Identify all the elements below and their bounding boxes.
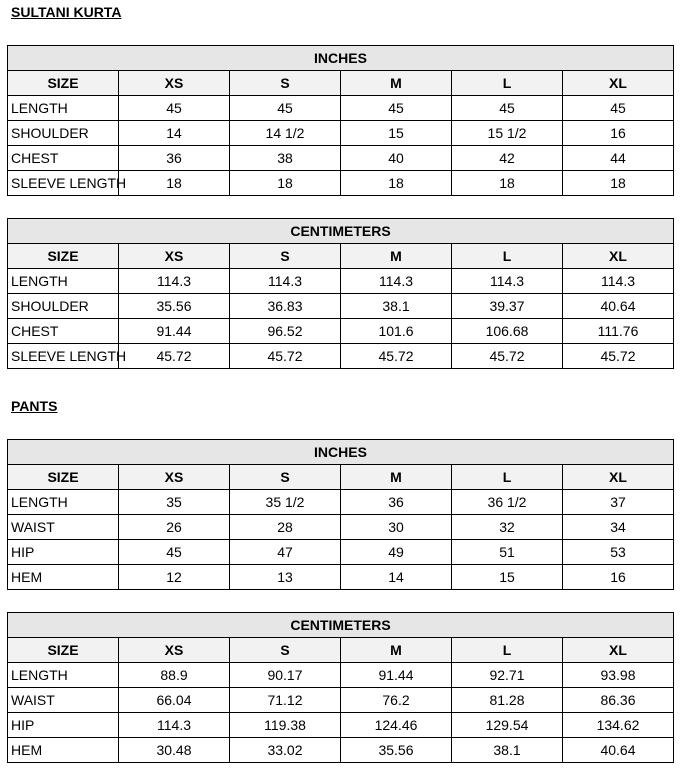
measurement-label: CHEST bbox=[8, 319, 119, 344]
measurement-value: 36 bbox=[119, 146, 230, 171]
table-row bbox=[8, 565, 674, 590]
measurement-value: 14 bbox=[119, 121, 230, 146]
kurta-inches-table bbox=[7, 45, 674, 196]
measurement-value: 114.3 bbox=[119, 269, 230, 294]
measurement-label: HIP bbox=[8, 540, 119, 565]
table-row bbox=[8, 344, 674, 369]
measurement-value: 106.68 bbox=[452, 319, 563, 344]
measurement-value: 45.72 bbox=[341, 344, 452, 369]
measurement-value: 40.64 bbox=[563, 294, 674, 319]
measurement-value: 45 bbox=[230, 96, 341, 121]
size-header-cell: XL bbox=[563, 465, 674, 490]
table-unit-heading: CENTIMETERS bbox=[8, 219, 674, 244]
measurement-value: 119.38 bbox=[230, 713, 341, 738]
measurement-value: 49 bbox=[341, 540, 452, 565]
kurta-section-title: SULTANI KURTA bbox=[11, 4, 122, 20]
measurement-value: 28 bbox=[230, 515, 341, 540]
measurement-label: LENGTH bbox=[8, 663, 119, 688]
measurement-label: HIP bbox=[8, 713, 119, 738]
measurement-value: 12 bbox=[119, 565, 230, 590]
measurement-value: 88.9 bbox=[119, 663, 230, 688]
size-header-row bbox=[8, 71, 674, 96]
measurement-value: 45 bbox=[452, 96, 563, 121]
measurement-value: 76.2 bbox=[341, 688, 452, 713]
table-unit-heading: INCHES bbox=[8, 440, 674, 465]
size-header-row bbox=[8, 465, 674, 490]
measurement-label: SLEEVE LENGTH bbox=[8, 344, 119, 369]
measurement-value: 15 1/2 bbox=[452, 121, 563, 146]
measurement-value: 45 bbox=[563, 96, 674, 121]
measurement-value: 35.56 bbox=[119, 294, 230, 319]
size-header-cell: XL bbox=[563, 244, 674, 269]
table-row bbox=[8, 663, 674, 688]
measurement-label: CHEST bbox=[8, 146, 119, 171]
size-header-cell: L bbox=[452, 638, 563, 663]
measurement-value: 37 bbox=[563, 490, 674, 515]
measurement-value: 45 bbox=[341, 96, 452, 121]
measurement-label: SHOULDER bbox=[8, 121, 119, 146]
measurement-label: HEM bbox=[8, 738, 119, 763]
size-header-cell: M bbox=[341, 71, 452, 96]
pants-inches-table bbox=[7, 439, 674, 590]
measurement-value: 42 bbox=[452, 146, 563, 171]
measurement-value: 45.72 bbox=[563, 344, 674, 369]
measurement-value: 30.48 bbox=[119, 738, 230, 763]
table-row bbox=[8, 515, 674, 540]
measurement-value: 129.54 bbox=[452, 713, 563, 738]
measurement-value: 18 bbox=[230, 171, 341, 196]
measurement-value: 45 bbox=[119, 96, 230, 121]
measurement-value: 111.76 bbox=[563, 319, 674, 344]
measurement-value: 101.6 bbox=[341, 319, 452, 344]
measurement-value: 91.44 bbox=[341, 663, 452, 688]
measurement-value: 40 bbox=[341, 146, 452, 171]
table-row bbox=[8, 121, 674, 146]
measurement-value: 96.52 bbox=[230, 319, 341, 344]
table-row bbox=[8, 146, 674, 171]
size-header-cell: S bbox=[230, 71, 341, 96]
table-row bbox=[8, 688, 674, 713]
measurement-value: 34 bbox=[563, 515, 674, 540]
measurement-value: 71.12 bbox=[230, 688, 341, 713]
table-row bbox=[8, 540, 674, 565]
size-header-cell: S bbox=[230, 465, 341, 490]
measurement-value: 45 bbox=[119, 540, 230, 565]
table-row bbox=[8, 294, 674, 319]
measurement-value: 18 bbox=[341, 171, 452, 196]
measurement-value: 14 bbox=[341, 565, 452, 590]
measurement-value: 40.64 bbox=[563, 738, 674, 763]
measurement-label: SHOULDER bbox=[8, 294, 119, 319]
measurement-value: 114.3 bbox=[119, 713, 230, 738]
measurement-label: LENGTH bbox=[8, 269, 119, 294]
size-header-cell: M bbox=[341, 244, 452, 269]
measurement-value: 16 bbox=[563, 565, 674, 590]
size-header-cell: L bbox=[452, 71, 563, 96]
measurement-value: 44 bbox=[563, 146, 674, 171]
measurement-value: 33.02 bbox=[230, 738, 341, 763]
size-header-cell: XL bbox=[563, 71, 674, 96]
measurement-value: 18 bbox=[119, 171, 230, 196]
table-row bbox=[8, 96, 674, 121]
measurement-value: 81.28 bbox=[452, 688, 563, 713]
measurement-value: 114.3 bbox=[563, 269, 674, 294]
measurement-value: 114.3 bbox=[341, 269, 452, 294]
measurement-value: 15 bbox=[452, 565, 563, 590]
measurement-value: 53 bbox=[563, 540, 674, 565]
measurement-value: 45.72 bbox=[452, 344, 563, 369]
size-header-cell: XS bbox=[119, 244, 230, 269]
measurement-label: WAIST bbox=[8, 515, 119, 540]
measurement-value: 36 1/2 bbox=[452, 490, 563, 515]
measurement-value: 16 bbox=[563, 121, 674, 146]
table-unit-heading: CENTIMETERS bbox=[8, 613, 674, 638]
size-header-cell: XS bbox=[119, 638, 230, 663]
measurement-label: WAIST bbox=[8, 688, 119, 713]
measurement-value: 30 bbox=[341, 515, 452, 540]
size-header-cell: XS bbox=[119, 465, 230, 490]
measurement-value: 66.04 bbox=[119, 688, 230, 713]
measurement-value: 90.17 bbox=[230, 663, 341, 688]
measurement-value: 45.72 bbox=[119, 344, 230, 369]
measurement-value: 47 bbox=[230, 540, 341, 565]
size-header-cell: L bbox=[452, 244, 563, 269]
measurement-value: 114.3 bbox=[452, 269, 563, 294]
measurement-value: 92.71 bbox=[452, 663, 563, 688]
kurta-centimeters-table bbox=[7, 218, 674, 369]
measurement-value: 18 bbox=[563, 171, 674, 196]
size-header-row bbox=[8, 638, 674, 663]
size-header-cell: XL bbox=[563, 638, 674, 663]
measurement-label: SLEEVE LENGTH bbox=[8, 171, 119, 196]
measurement-label: HEM bbox=[8, 565, 119, 590]
measurement-value: 134.62 bbox=[563, 713, 674, 738]
table-row bbox=[8, 738, 674, 763]
measurement-value: 26 bbox=[119, 515, 230, 540]
measurement-value: 32 bbox=[452, 515, 563, 540]
table-row bbox=[8, 171, 674, 196]
size-header-cell: SIZE bbox=[8, 638, 119, 663]
size-header-cell: SIZE bbox=[8, 244, 119, 269]
size-header-cell: XS bbox=[119, 71, 230, 96]
size-header-cell: L bbox=[452, 465, 563, 490]
measurement-value: 35.56 bbox=[341, 738, 452, 763]
measurement-value: 51 bbox=[452, 540, 563, 565]
size-header-cell: S bbox=[230, 244, 341, 269]
table-row bbox=[8, 490, 674, 515]
measurement-value: 86.36 bbox=[563, 688, 674, 713]
table-row bbox=[8, 319, 674, 344]
measurement-value: 13 bbox=[230, 565, 341, 590]
measurement-value: 45.72 bbox=[230, 344, 341, 369]
size-header-cell: S bbox=[230, 638, 341, 663]
measurement-value: 124.46 bbox=[341, 713, 452, 738]
size-header-cell: SIZE bbox=[8, 465, 119, 490]
measurement-value: 14 1/2 bbox=[230, 121, 341, 146]
size-header-cell: M bbox=[341, 465, 452, 490]
measurement-value: 38 bbox=[230, 146, 341, 171]
measurement-label: LENGTH bbox=[8, 490, 119, 515]
measurement-value: 93.98 bbox=[563, 663, 674, 688]
measurement-value: 114.3 bbox=[230, 269, 341, 294]
measurement-value: 35 1/2 bbox=[230, 490, 341, 515]
measurement-value: 39.37 bbox=[452, 294, 563, 319]
measurement-value: 38.1 bbox=[452, 738, 563, 763]
size-header-row bbox=[8, 244, 674, 269]
measurement-value: 35 bbox=[119, 490, 230, 515]
table-row bbox=[8, 713, 674, 738]
measurement-value: 18 bbox=[452, 171, 563, 196]
pants-section-title: PANTS bbox=[11, 398, 58, 414]
size-header-cell: M bbox=[341, 638, 452, 663]
pants-centimeters-table bbox=[7, 612, 674, 763]
measurement-value: 91.44 bbox=[119, 319, 230, 344]
measurement-value: 15 bbox=[341, 121, 452, 146]
measurement-value: 36 bbox=[341, 490, 452, 515]
table-row bbox=[8, 269, 674, 294]
measurement-label: LENGTH bbox=[8, 96, 119, 121]
measurement-value: 38.1 bbox=[341, 294, 452, 319]
table-unit-heading: INCHES bbox=[8, 46, 674, 71]
size-header-cell: SIZE bbox=[8, 71, 119, 96]
measurement-value: 36.83 bbox=[230, 294, 341, 319]
